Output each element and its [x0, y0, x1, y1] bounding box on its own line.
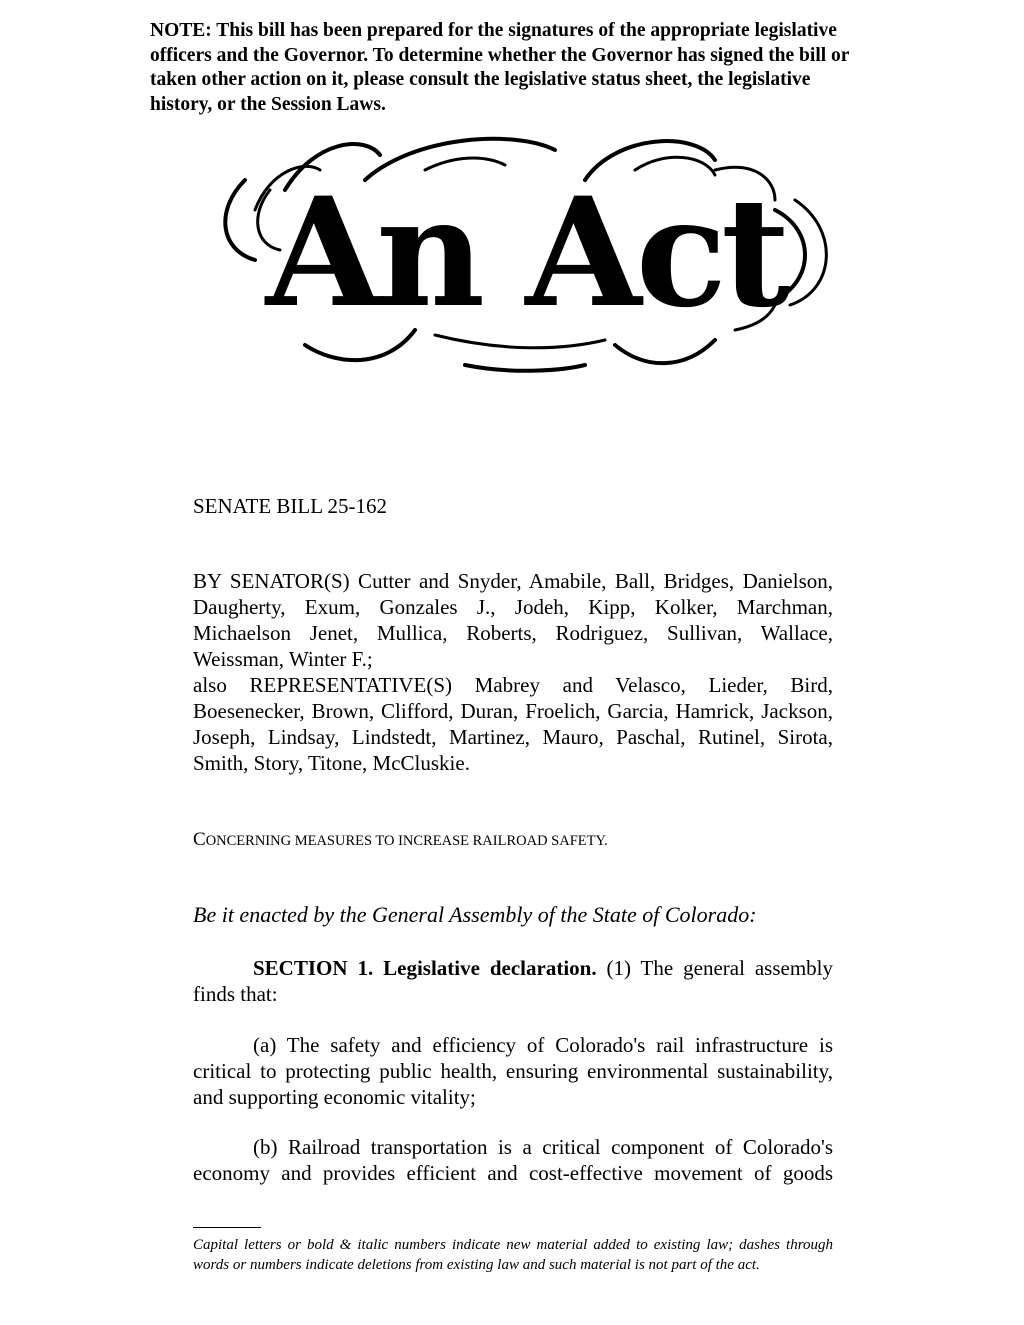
bill-title-rest: ONCERNING MEASURES TO INCREASE RAILROAD SAFETY. [205, 833, 608, 849]
senate-sponsors: BY SENATOR(S) Cutter and Snyder, Amabile, Ball, Bridges, Danielson, Daugherty, Exum, Gonzales J., Jodeh, Kipp, Kolker, Marchman, Michaelson Jenet, Mullica, Roberts, Rodriguez, Sullivan, Wallace, Weissman, Winter F.; [193, 569, 833, 671]
paragraph-a: (a) The safety and efficiency of Colorado's rail infrastructure is critical to protecting public health, ensuring environmental sustainability, and supporting economic vitality; [193, 1033, 833, 1109]
an-act-logo [215, 130, 835, 385]
bill-number: SENATE BILL 25-162 [193, 494, 388, 518]
bill-title [193, 827, 833, 854]
an-act-flourish-graphic [215, 130, 835, 385]
paragraph-b: (b) Railroad transportation is a critical component of Colorado's economy and provides efficient and cost-effective movement of goods [193, 1135, 833, 1185]
house-sponsors: also REPRESENTATIVE(S) Mabrey and Velasco, Lieder, Bird, Boesenecker, Brown, Clifford, Duran, Froelich, Garcia, Hamrick, Jackson, Joseph, Lindsay, Lindstedt, Martinez, Mauro, Paschal, Rutinel, Sirota, Smith, Story, Titone, McCluskie. [193, 673, 833, 775]
section-1 [193, 955, 833, 1007]
an-act-logo-text: An Act [265, 165, 785, 341]
section-1-title: Legislative declaration. [383, 956, 597, 980]
bill-title-initial: C [193, 829, 206, 850]
enacting-clause: Be it enacted by the General Assembly of the State of Colorado: [193, 902, 757, 927]
sponsors-block [193, 568, 833, 776]
section-1-heading: SECTION 1. [253, 956, 374, 980]
footnote-divider [193, 1227, 261, 1228]
footnote: Capital letters or bold & italic numbers indicate new material added to existing law; dashes through words or numbers indicate deletions from existing law and such material is not part of the act. [193, 1237, 833, 1273]
section-1-text: (1) The general assembly finds that: [193, 956, 833, 1006]
legislative-note: NOTE: This bill has been prepared for the signatures of the appropriate legislative officers and the Governor. To determine whether the Governor has signed the bill or taken other action on it, please consult the legislative status sheet, the legislative history, or the Session Laws. [150, 20, 850, 115]
